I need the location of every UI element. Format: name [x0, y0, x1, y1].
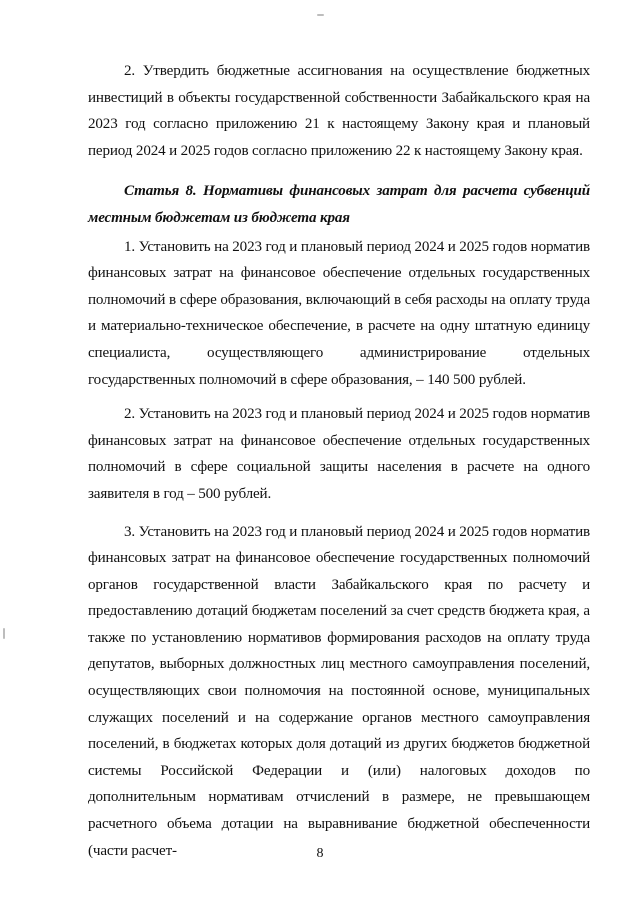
article-heading: Статья 8. Нормативы финансовых затрат для расчета субвенций местным бюджетам из бюджета края: [88, 183, 590, 226]
paragraph-budget-allocations: 2. Утвердить бюджетные ассигнования на осуществление бюджетных инвестиций в объекты государственной собственности Забайкальского края на 2023 год согласно приложению 21 к настоящему Закону края и плановый период 2024 и 2025 годов согласно приложению 22 к настоящему Закону края.: [88, 63, 590, 159]
paragraph-subsidy-norm: 3. Установить на 2023 год и плановый период 2024 и 2025 годов норматив финансовых затрат на финансовое обеспечение государственных полномочий органов государственной власти Забайкальского края по расчету и предоставлению дотаций бюджетам поселений за счет средств бюджета края, а также по установлению нормативов формирования расходов на оплату труда депутатов, выборных должностных лиц местного самоуправления поселений, осуществляющих свои полномочия на постоянной основе, муниципальных служащих поселений и на содержание органов местного самоуправления поселений, в бюджетах которых доля дотаций из других бюджетов бюджетной системы Российской Федерации и (или) налоговых доходов по дополнительным нормативам отчислений в размере, не превышающем расчетного объема дотации на выравнивание бюджетной обеспеченности (части расчет-: [88, 523, 590, 859]
scan-mark-left: [3, 628, 5, 639]
scan-mark-top: [317, 14, 324, 16]
document-body: [88, 58, 590, 864]
paragraph-social-protection-norm: 2. Установить на 2023 год и плановый период 2024 и 2025 годов норматив финансовых затрат на финансовое обеспечение отдельных государственных полномочий в сфере социальной защиты населения в расчете на одного заявителя в год – 500 рублей.: [88, 406, 590, 502]
page-number: 8: [316, 846, 324, 861]
paragraph-education-norm: 1. Установить на 2023 год и плановый период 2024 и 2025 годов норматив финансовых затрат на финансовое обеспечение отдельных государственных полномочий в сфере образования, включающий в себя расходы на оплату труда и материально-техническое обеспечение, в расчете на одну штатную единицу специалиста, осуществляющего администрирование отдельных государственных полномочий в сфере образования, – 140 500 рублей.: [88, 238, 590, 388]
